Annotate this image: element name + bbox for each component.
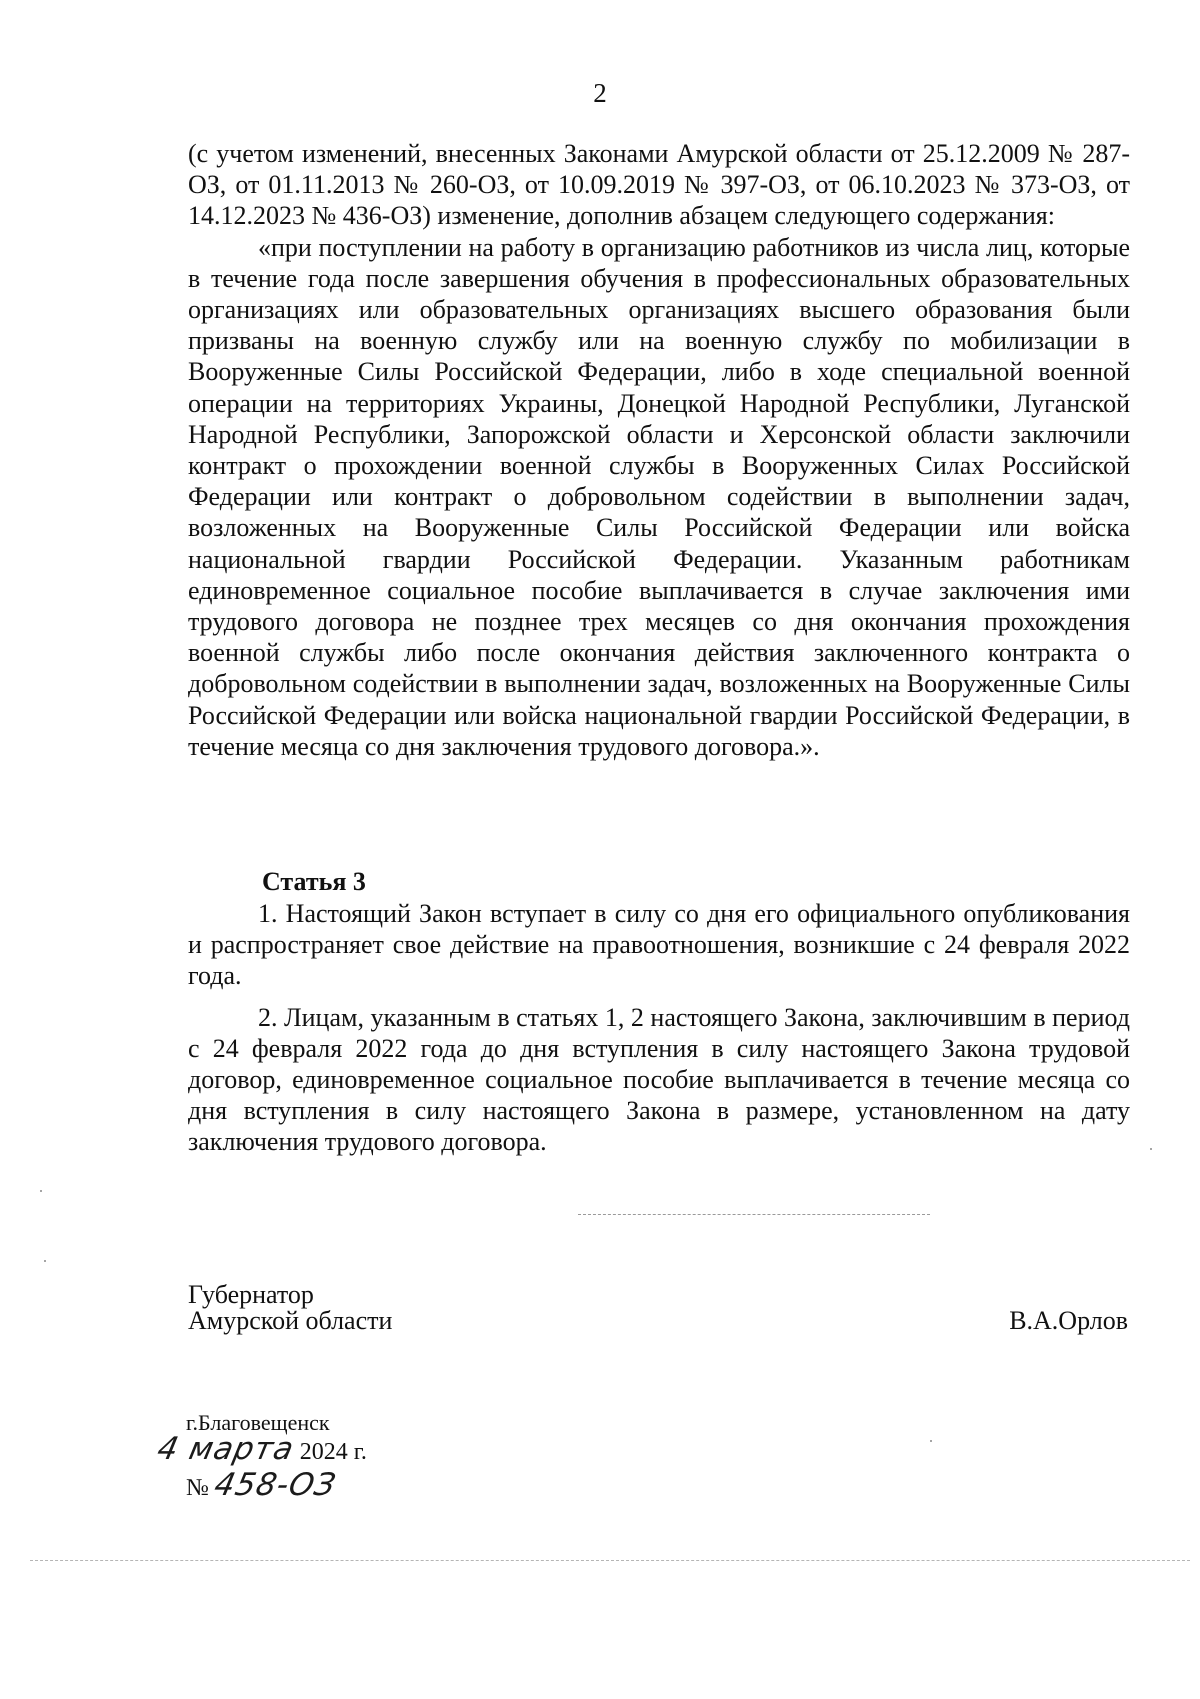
law-number-line	[186, 1467, 340, 1503]
handwritten-number: 458-ОЗ	[211, 1467, 340, 1503]
amendment-paragraph: (с учетом изменений, внесенных Законами Амурской области от 25.12.2009 № 287-ОЗ, от 01.11.2013 № 260-ОЗ, от 10.09.2019 № 397-ОЗ, от 06.10.2023 № 373-ОЗ, от 14.12.2023 № 436-ОЗ) изменение, дополнив абзацем следующего содержания:	[188, 139, 1130, 231]
signatory-title: Губернатор	[188, 1280, 314, 1309]
signatory-region: Амурской области	[188, 1306, 393, 1335]
date-line	[154, 1431, 367, 1467]
section-divider	[578, 1214, 930, 1215]
article-section	[188, 898, 1130, 1158]
scan-speck	[40, 1190, 42, 1192]
amendment-section	[188, 138, 1130, 762]
scan-speck	[1150, 1148, 1152, 1150]
article-title: Статья 3	[262, 867, 366, 896]
date-year: 2024 г.	[299, 1439, 367, 1465]
page-number: 2	[593, 78, 607, 108]
scan-speck	[930, 1440, 932, 1442]
handwritten-date: 4 марта	[154, 1431, 298, 1467]
article-item-2: 2. Лицам, указанным в статьях 1, 2 настоящего Закона, заключившим в период с 24 февраля 2022 года до дня вступления в силу настоящего Закона трудовой договор, единовременное социальное пособие выплачивается в течение месяца со дня вступления в силу настоящего Закона в размере, установленном на дату заключения трудового договора.	[188, 1002, 1130, 1157]
signatory-position	[188, 1282, 392, 1334]
signatory-name: В.А.Орлов	[1009, 1306, 1128, 1335]
scan-artifact-line	[30, 1560, 1190, 1561]
number-sign: №	[186, 1475, 209, 1501]
article-item-1: 1. Настоящий Закон вступает в силу со дня его официального опубликования и распространяет свое действие на правоотношения, возникшие с 24 февраля 2022 года.	[188, 899, 1130, 991]
scan-speck	[44, 1260, 46, 1262]
amendment-quote: «при поступлении на работу в организацию работников из числа лиц, которые в течение года после завершения обучения в профессиональных образовательных организациях или образовательных организациях высшего образования были призваны на военную службу или на военную службу по мобилизации в Вооруженные Силы Российской Федерации, либо в ходе специальной военной операции на территориях Украины, Донецкой Народной Республики, Луганской Народной Республики, Запорожской области и Херсонской области заключили контракт о прохождении военной службы в Вооруженных Силах Российской Федерации или контракт о добровольном содействии в выполнении задач, возложенных на Вооруженные Силы Российской Федерации или войска национальной гвардии Российской Федерации. Указанным работникам единовременное социальное пособие выплачивается в случае заключения ими трудового договора не позднее трех месяцев со дня окончания прохождения военной службы либо после окончания действия заключенного контракта о добровольном содействии в выполнении задач, возложенных на Вооруженные Силы Российской Федерации или войска национальной гвардии Российской Федерации, в течение месяца со дня заключения трудового договора.».	[188, 232, 1130, 761]
city-line: г.Благовещенск	[186, 1410, 330, 1435]
